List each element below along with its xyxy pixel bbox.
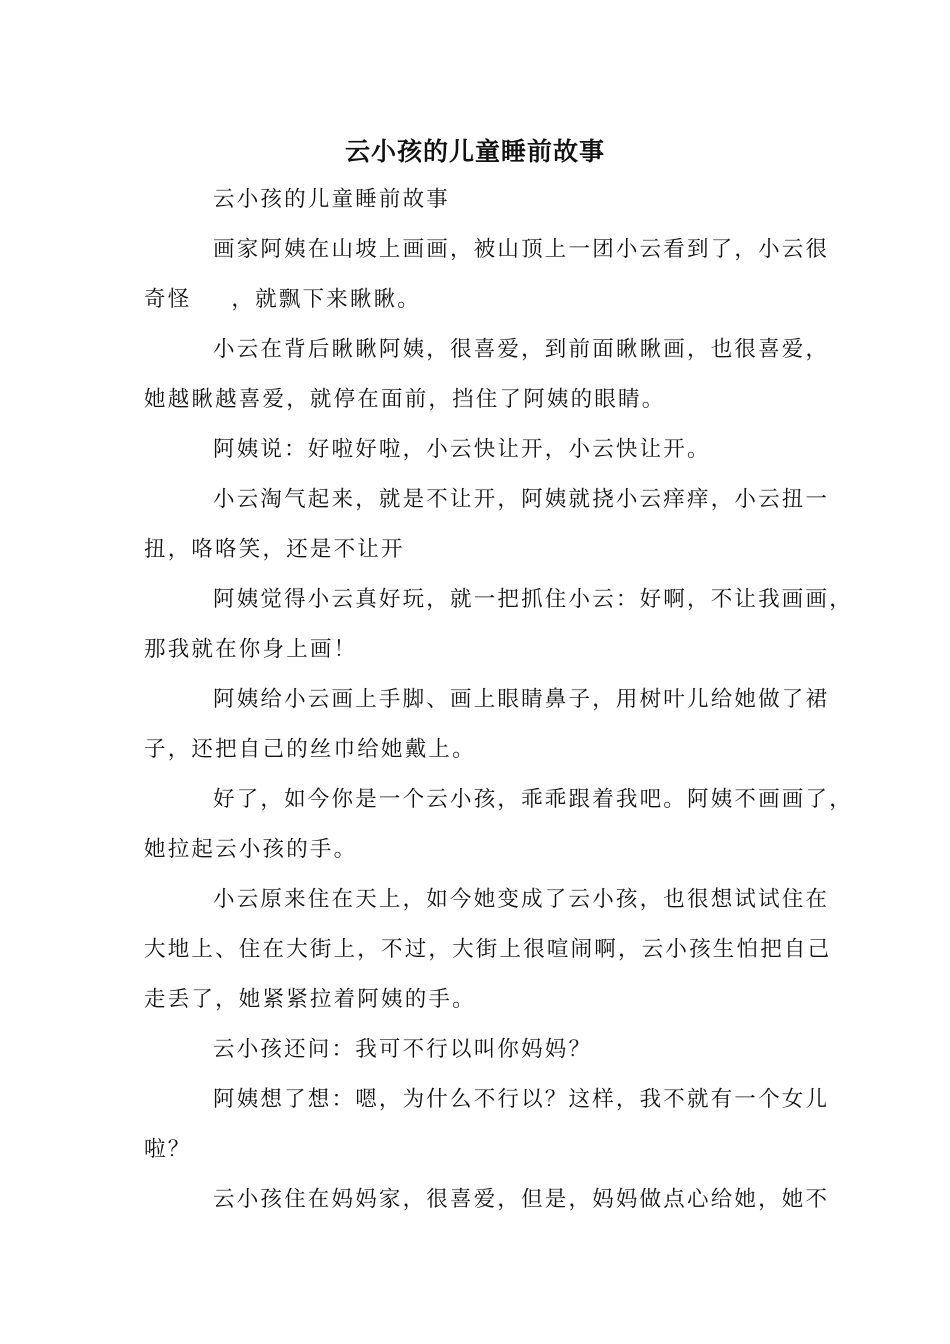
paragraph-line: 阿姨给小云画上手脚、画上眼睛鼻子，用树叶儿给她做了裙 (213, 687, 830, 712)
paragraph-line: 小云原来住在天上，如今她变成了云小孩，也很想试试住在 (213, 887, 830, 912)
paragraph-line: 子，还把自己的丝巾给她戴上。 (144, 737, 476, 762)
paragraph-line: 云小孩住在妈妈家，很喜爱，但是，妈妈做点心给她，她不 (213, 1187, 830, 1212)
paragraph-line: 走丢了，她紧紧拉着阿姨的手。 (144, 987, 476, 1012)
paragraph-line: 云小孩的儿童睡前故事 (213, 187, 451, 212)
paragraph-line (144, 283, 421, 317)
paragraph-line: 那我就在你身上画！ (144, 637, 358, 662)
paragraph-line: 扭，咯咯笑，还是不让开 (144, 537, 405, 562)
paragraph-line: 阿姨想了想：嗯，为什么不行以？这样，我不就有一个女儿 (213, 1087, 830, 1112)
paragraph-line: 好了，如今你是一个云小孩，乖乖跟着我吧。阿姨不画画了， (213, 787, 853, 812)
paragraph-line: 她越瞅越喜爱，就停在面前，挡住了阿姨的眼睛。 (144, 387, 666, 412)
paragraph-line: 小云淘气起来，就是不让开，阿姨就挠小云痒痒，小云扭一 (213, 487, 830, 512)
paragraph-line: 阿姨说：好啦好啦，小云快让开，小云快让开。 (213, 437, 711, 462)
paragraph-line: 大地上、住在大街上，不过，大街上很喧闹啊，云小孩生怕把自己 (144, 937, 832, 962)
paragraph-line: 阿姨觉得小云真好玩，就一把抓住小云：好啊，不让我画画， (213, 587, 853, 612)
paragraph-line: 画家阿姨在山坡上画画，被山顶上一团小云看到了，小云很 (213, 237, 830, 262)
paragraph-line: 小云在背后瞅瞅阿姨，很喜爱，到前面瞅瞅画，也很喜爱， (213, 337, 830, 362)
document-title: 云小孩的儿童睡前故事 (344, 137, 605, 166)
paragraph-fragment: 奇怪 (144, 287, 192, 312)
paragraph-line: 她拉起云小孩的手。 (144, 837, 358, 862)
paragraph-line: 云小孩还问：我可不行以叫你妈妈？ (213, 1037, 593, 1062)
paragraph-line: 啦？ (144, 1137, 192, 1162)
paragraph-fragment: ，就飘下来瞅瞅。 (231, 287, 422, 312)
